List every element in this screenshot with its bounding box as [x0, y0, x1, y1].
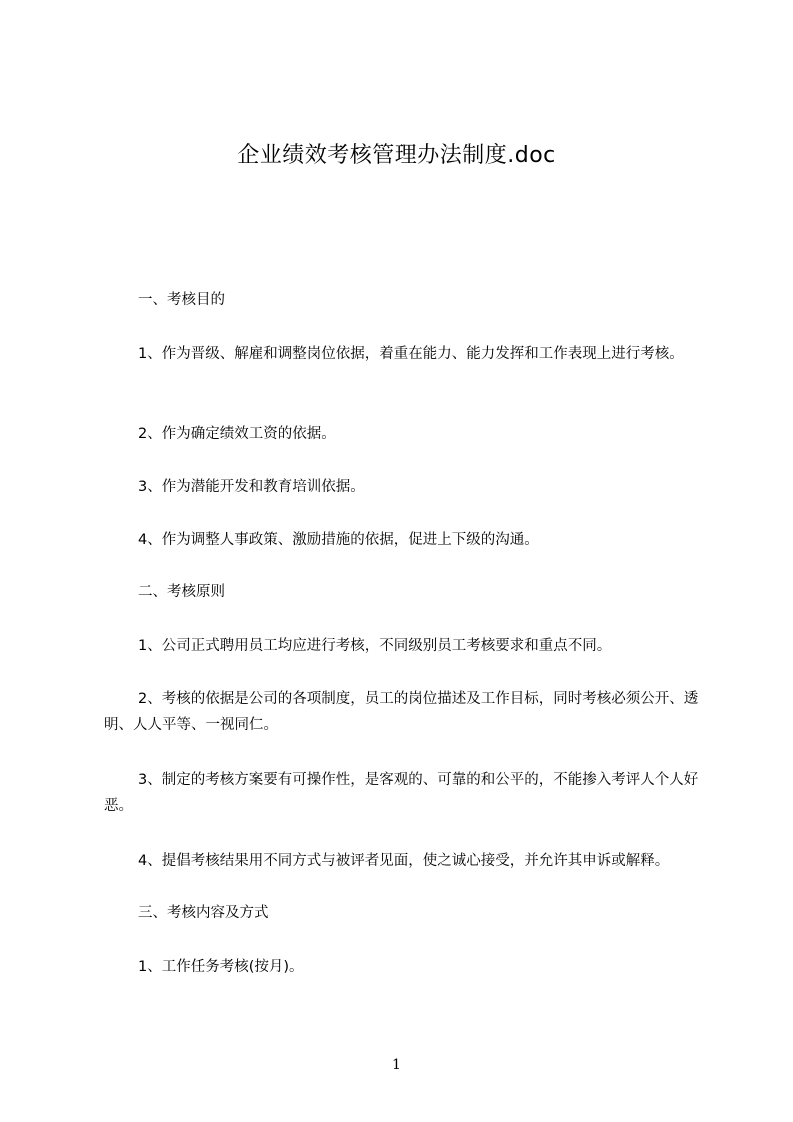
section-heading-purpose: 一、考核目的 — [138, 292, 225, 308]
paragraph-purpose-4: 4、作为调整人事政策、激励措施的依据，促进上下级的沟通。 — [138, 532, 539, 548]
section-heading-content-methods: 三、考核内容及方式 — [138, 905, 269, 921]
paragraph-principles-2: 2、考核的依据是公司的各项制度，员工的岗位描述及工作目标，同时考核必须公开、透明、人人平等、一视同仁。 — [104, 691, 699, 733]
page-number: 1 — [392, 1057, 401, 1073]
paragraph-content-methods-1: 1、工作任务考核(按月)。 — [138, 959, 304, 975]
paragraph-purpose-2: 2、作为确定绩效工资的依据。 — [138, 426, 336, 442]
paragraph-principles-1: 1、公司正式聘用员工均应进行考核，不同级别员工考核要求和重点不同。 — [138, 638, 612, 654]
paragraph-purpose-3: 3、作为潜能开发和教育培训依据。 — [138, 479, 365, 495]
section-heading-principles: 二、考核原则 — [138, 584, 225, 600]
paragraph-principles-4: 4、提倡考核结果用不同方式与被评者见面，使之诚心接受，并允许其申诉或解释。 — [138, 853, 670, 869]
paragraph-principles-3: 3、制定的考核方案要有可操作性，是客观的、可靠的和公平的，不能掺入考评人个人好恶。 — [104, 772, 699, 814]
paragraph-purpose-1: 1、作为晋级、解雇和调整岗位依据，着重在能力、能力发挥和工作表现上进行考核。 — [138, 346, 684, 362]
document-title: 企业绩效考核管理办法制度.doc — [237, 143, 556, 168]
